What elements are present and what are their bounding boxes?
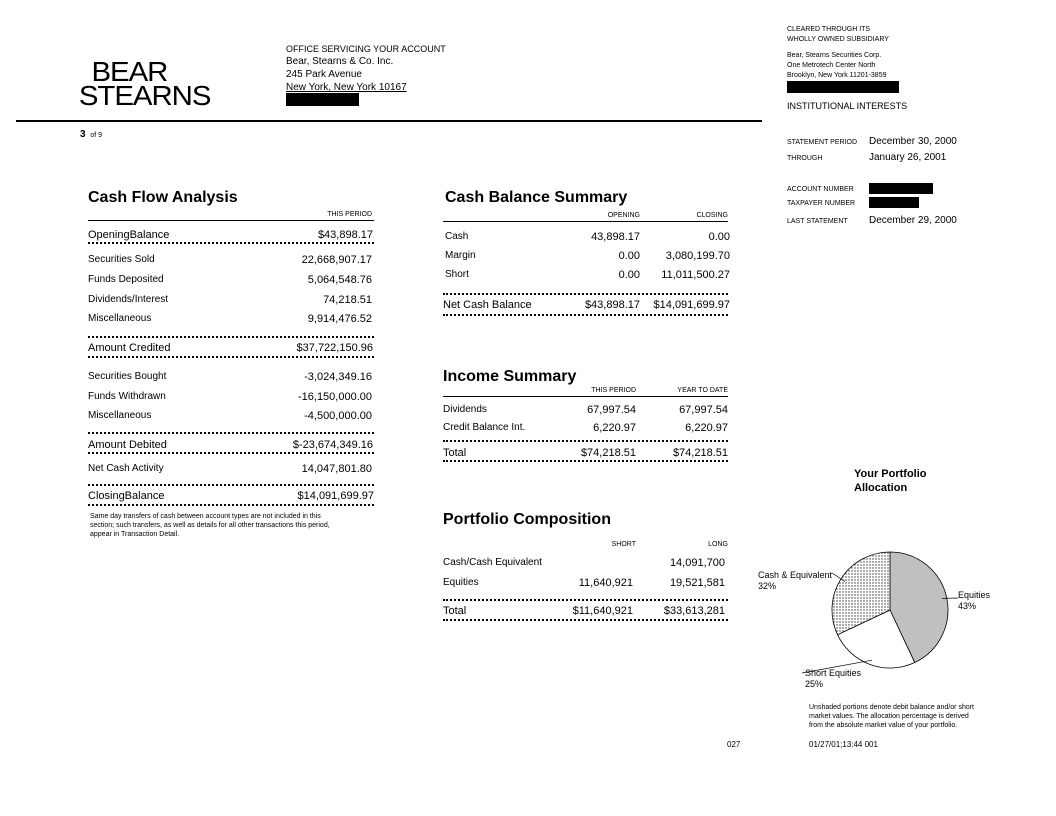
opening-dots	[88, 242, 374, 244]
closing-dots-top	[88, 484, 374, 486]
portfolio-total-label: Total	[443, 605, 467, 617]
cash-equivalent-label-name: Cash & Equivalent	[758, 570, 833, 580]
allocation-title-line1: Your Portfolio	[854, 468, 927, 480]
portfolio-row-long: 19,521,581	[669, 577, 725, 589]
bear-stearns-logo	[78, 56, 211, 111]
clearing-name: Bear, Stearns Securities Corp.	[787, 52, 882, 59]
cash-balance-dots-bottom	[443, 314, 728, 316]
portfolio-dots-top	[443, 599, 728, 601]
cash-balance-row-closing: 11,011,500.27	[661, 269, 730, 281]
period-value: December 30, 2000	[869, 136, 957, 147]
allocation-note-line: Unshaded portions denote debit balance and/or short	[809, 704, 975, 711]
through-value: January 26, 2001	[869, 152, 947, 163]
clearing-line1: CLEARED THROUGH ITS	[787, 26, 871, 33]
page-code: 027	[727, 740, 741, 749]
office-city: New York, New York 10167	[286, 82, 407, 93]
closing-balance-label: ClosingBalance	[88, 490, 165, 502]
amount-credited-label: Amount Credited	[88, 342, 171, 354]
credited-dots-bottom	[88, 356, 374, 358]
cash-balance-header-rule	[443, 221, 728, 222]
debited-dots-top	[88, 432, 374, 434]
income-header-rule	[443, 396, 728, 397]
clearing-block	[787, 25, 889, 81]
portfolio-total-long: $33,613,281	[663, 605, 725, 617]
cash-balance-row-closing: 0.00	[708, 231, 730, 243]
credit-value: 9,914,476.52	[307, 313, 372, 325]
cash-balance-row-label: Margin	[445, 250, 476, 261]
clearing-line2: WHOLLY OWNED SUBSIDIARY	[787, 36, 889, 43]
period-label: STATEMENT PERIOD	[787, 139, 858, 146]
debit-label: Miscellaneous	[88, 410, 152, 421]
credited-dots-top	[88, 336, 374, 338]
portfolio-col-short: SHORT	[611, 541, 636, 548]
income-total-label: Total	[443, 447, 467, 459]
allocation-note-line: from the absolute market value of your portfolio.	[809, 722, 958, 729]
income-row-ytd: 6,220.97	[685, 422, 728, 434]
note-line: appear in Transaction Detail.	[90, 531, 180, 538]
credit-label: Funds Deposited	[88, 274, 164, 285]
cash-flow-header-rule	[88, 220, 374, 221]
income-title: Income Summary	[443, 368, 577, 385]
cash-flow-col-header: THIS PERIOD	[327, 211, 372, 218]
income-row-ytd: 67,997.54	[679, 404, 728, 416]
amount-debited-label: Amount Debited	[88, 439, 167, 451]
portfolio-dots-bottom	[443, 619, 728, 621]
cash-equivalent-label	[758, 570, 832, 592]
net-cash-activity-value: 14,047,801.80	[301, 463, 372, 475]
logo-line2: STEARNS	[78, 80, 211, 111]
portfolio-title: Portfolio Composition	[443, 511, 611, 528]
cash-flow-note	[90, 512, 330, 539]
portfolio-row-long: 14,091,700	[669, 557, 725, 569]
portfolio-col-long: LONG	[708, 541, 728, 548]
allocation-note-line: market values. The allocation percentage is derived	[809, 713, 969, 720]
redacted-office-block	[286, 93, 359, 106]
income-dots-bottom	[443, 460, 728, 462]
income-row-label: Credit Balance Int.	[443, 422, 526, 433]
net-cash-balance-label: Net Cash Balance	[443, 299, 532, 311]
clearing-city: Brooklyn, New York 11201-3859	[787, 72, 887, 79]
account-label: ACCOUNT NUMBER	[787, 186, 854, 193]
debit-value: -16,150,000.00	[297, 391, 372, 403]
clearing-street: One Metrotech Center North	[787, 62, 876, 69]
debit-value: -4,500,000.00	[304, 410, 372, 422]
debit-label: Funds Withdrawn	[88, 391, 166, 402]
cash-balance-row-opening: 43,898.17	[591, 231, 640, 243]
last-statement-value: December 29, 2000	[869, 215, 957, 226]
short-equities-label	[805, 668, 861, 690]
allocation-title-line2: Allocation	[854, 482, 908, 494]
office-heading: OFFICE SERVICING YOUR ACCOUNT	[286, 44, 446, 54]
amount-credited-value: $37,722,150.96	[296, 342, 373, 354]
opening-balance-label: OpeningBalance	[88, 229, 170, 241]
redacted-clearing-block	[787, 81, 899, 93]
cash-balance-col-closing: CLOSING	[696, 212, 728, 219]
net-cash-balance-opening: $43,898.17	[584, 299, 640, 311]
credit-value: 22,668,907.17	[301, 254, 372, 266]
income-col-ytd: YEAR TO DATE	[677, 387, 728, 394]
office-name: Bear, Stearns & Co. Inc.	[286, 56, 394, 67]
debit-label: Securities Bought	[88, 371, 167, 382]
closing-dots-bottom	[88, 504, 374, 506]
income-total-ytd: $74,218.51	[672, 447, 728, 459]
header-rule	[16, 120, 762, 122]
cash-balance-col-opening: OPENING	[607, 212, 640, 219]
taxpayer-label: TAXPAYER NUMBER	[787, 200, 856, 207]
through-label: THROUGH	[787, 155, 823, 162]
credit-label: Dividends/Interest	[88, 294, 169, 305]
credit-label: Miscellaneous	[88, 313, 152, 324]
redacted-account-number	[869, 183, 933, 194]
equities-label	[958, 590, 990, 612]
logo-line1: BEAR	[91, 56, 168, 87]
short-equities-label-name: Short Equities	[805, 668, 862, 678]
credit-value: 74,218.51	[323, 294, 372, 306]
timestamp: 01/27/01;13:44 001	[809, 740, 878, 749]
income-dots-top	[443, 440, 728, 442]
page-current: 3	[80, 129, 86, 140]
opening-balance-value: $43,898.17	[317, 229, 373, 241]
equities-label-percent: 43%	[958, 601, 977, 611]
cash-balance-row-opening: 0.00	[618, 250, 640, 262]
net-cash-activity-label: Net Cash Activity	[88, 463, 164, 474]
income-row-label: Dividends	[443, 404, 487, 415]
last-statement-label: LAST STATEMENT	[787, 218, 848, 225]
net-cash-balance-closing: $14,091,699.97	[653, 299, 730, 311]
income-row-period: 67,997.54	[587, 404, 636, 416]
note-line: Same day transfers of cash between account types are not included in this	[90, 513, 321, 520]
credit-label: Securities Sold	[88, 254, 155, 265]
closing-balance-value: $14,091,699.97	[297, 490, 374, 502]
allocation-note	[809, 703, 974, 730]
institutional-interests: INSTITUTIONAL INTERESTS	[787, 101, 908, 111]
income-col-period: THIS PERIOD	[591, 387, 636, 394]
office-street: 245 Park Avenue	[286, 69, 362, 80]
portfolio-row-short: 11,640,921	[578, 577, 633, 589]
page-of: of 9	[90, 132, 103, 139]
equities-label-name: Equities	[958, 590, 991, 600]
cash-balance-row-opening: 0.00	[618, 269, 640, 281]
allocation-title	[854, 467, 927, 495]
office-block	[286, 44, 446, 94]
cash-flow-title: Cash Flow Analysis	[88, 189, 238, 206]
portfolio-total-short: $11,640,921	[572, 605, 633, 617]
cash-balance-row-label: Short	[445, 269, 469, 280]
cash-balance-row-closing: 3,080,199.70	[665, 250, 730, 262]
cash-balance-dots-top	[443, 293, 728, 295]
portfolio-row-label: Cash/Cash Equivalent	[443, 557, 542, 568]
cash-balance-row-label: Cash	[445, 231, 469, 242]
debited-dots-bottom	[88, 452, 374, 454]
cash-equivalent-label-percent: 32%	[758, 581, 777, 591]
income-row-period: 6,220.97	[593, 422, 636, 434]
debit-value: -3,024,349.16	[304, 371, 372, 383]
short-equities-label-percent: 25%	[805, 679, 824, 689]
redacted-taxpayer-number	[869, 197, 919, 208]
portfolio-row-label: Equities	[443, 577, 479, 588]
note-line: section; such transfers, as well as details for all other transactions this period,	[90, 522, 330, 529]
credit-value: 5,064,548.76	[307, 274, 372, 286]
page-number	[80, 129, 102, 140]
amount-debited-value: $-23,674,349.16	[292, 439, 373, 451]
cash-balance-title: Cash Balance Summary	[445, 189, 628, 206]
income-total-period: $74,218.51	[580, 447, 636, 459]
